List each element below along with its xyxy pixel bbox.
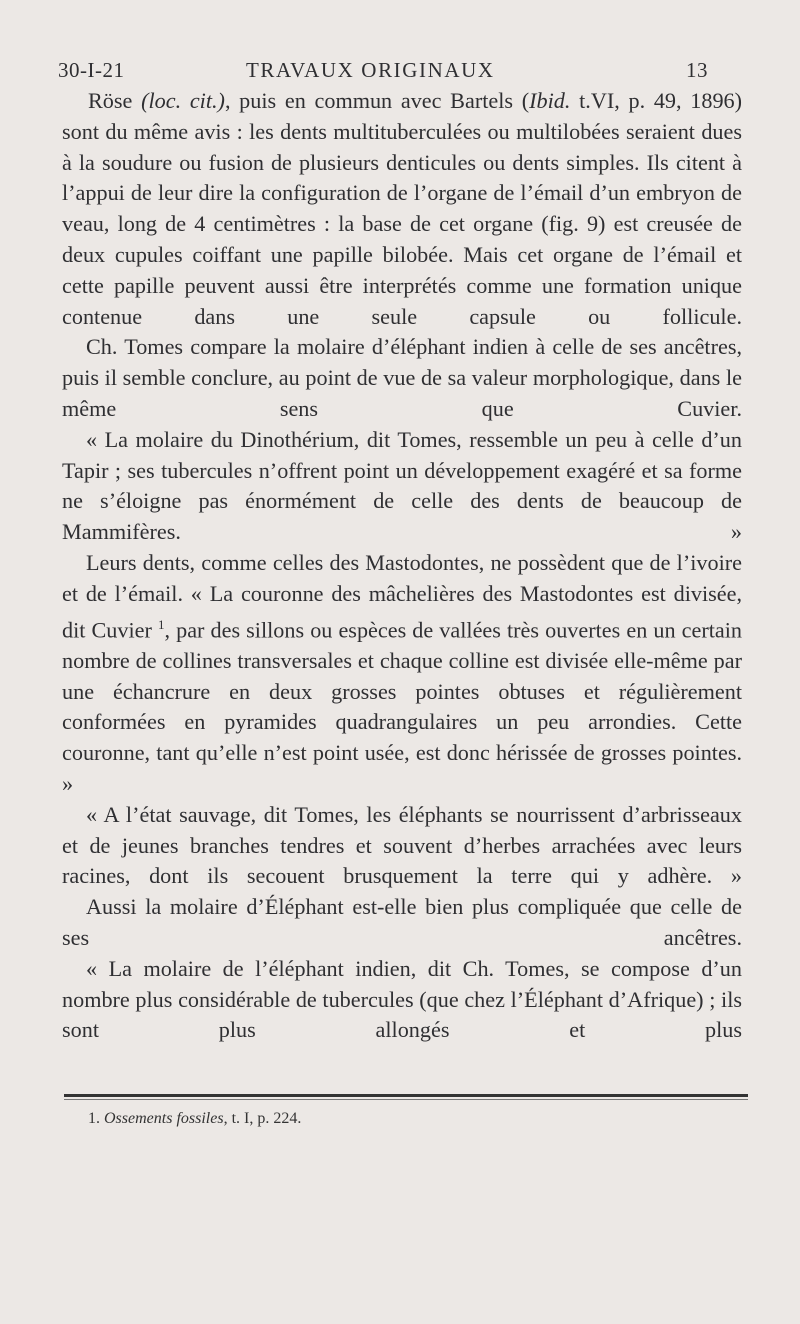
header-date: 30-I-21: [58, 58, 125, 82]
citation-loc-cit: (loc. cit.): [141, 88, 225, 113]
paragraph-4-text-b: , par des sillons ou espèces de vallées très ouvertes en un certain nombre de collines transversales et chaque colline est divisée elle-même par une échancrure en deux grosses pointes obtuses et régulièrement conformées en pyramides quadrangulaires un peu arrondies. Cette couronne, tant qu’elle n’est point usée, est donc hérissée de grosses pointes. »: [62, 616, 742, 796]
paragraph-1-text-c: t.VI, p. 49, 1896) sont du même avis : les dents multituberculées ou multilobées seraient dues à la soudure ou fusion de plusieurs denticules ou dents simples. Ils citent à l’appui de leur dire la configuration de l’organe de l’émail d’un embryon de veau, long de 4 centimètres : la base de cet organe (fig. 9) est creusée de deux cupules coiffant une papille bilobée. Mais cet organe de l’émail et cette papille peuvent aussi être interprétés comme une formation unique contenue dans une seule capsule ou follicule.: [62, 88, 743, 329]
footnote-title: Ossements fossiles: [104, 1110, 224, 1127]
paragraph-3: « La molaire du Dinothérium, dit Tomes, ressemble un peu à celle d’un Tapir ; ses tubercules n’offrent point un développement exagéré et sa forme ne s’éloigne pas énormément de celle des dents de beaucoup de Mammifères. »: [62, 426, 742, 545]
paragraph-6: Aussi la molaire d’Éléphant est-elle bien plus compliquée que celle de ses ancêtres.: [62, 894, 742, 950]
body-text: [62, 86, 742, 1046]
footnote-rest: , t. I, p. 224.: [223, 1110, 302, 1127]
paragraph-4: [62, 548, 742, 800]
paragraph-1-text-a: Röse: [88, 88, 142, 113]
paragraph-7: « La molaire de l’éléphant indien, dit Ch. Tomes, se compose d’un nombre plus considérable de tubercules (que chez l’Éléphant d’Afrique) ; ils sont plus allongés et plus: [62, 955, 742, 1043]
footnote-marker: 1: [157, 616, 165, 632]
header-title: TRAVAUX ORIGINAUX: [246, 58, 495, 82]
footnote-number: 1.: [88, 1110, 100, 1127]
page-number: 13: [686, 58, 708, 82]
citation-ibid: Ibid.: [529, 88, 571, 113]
paragraph-5: « A l’état sauvage, dit Tomes, les éléphants se nourrissent d’arbrisseaux et de jeunes branches tendres et souvent d’herbes arrachées avec leurs racines, dont ils secouent brusquement la terre qui y adhère. »: [62, 801, 742, 889]
footnote-rule: [64, 1094, 748, 1097]
paragraph-1: [62, 86, 742, 332]
paragraph-4-text-a: Leurs dents, comme celles des Mastodontes, ne possèdent que de l’ivoire et de l’émail. « La couronne des mâchelières des Mastodontes est divisée, dit Cuvier: [62, 549, 742, 642]
paragraph-2: Ch. Tomes compare la molaire d’éléphant indien à celle de ses ancêtres, puis il semble conclure, au point de vue de sa valeur morphologique, dans le même sens que Cuvier.: [62, 334, 742, 421]
footnote: [88, 1110, 301, 1128]
footnote-rule-thin: [64, 1099, 748, 1100]
paragraph-1-text-b: , puis en commun avec Bartels (: [224, 88, 530, 113]
